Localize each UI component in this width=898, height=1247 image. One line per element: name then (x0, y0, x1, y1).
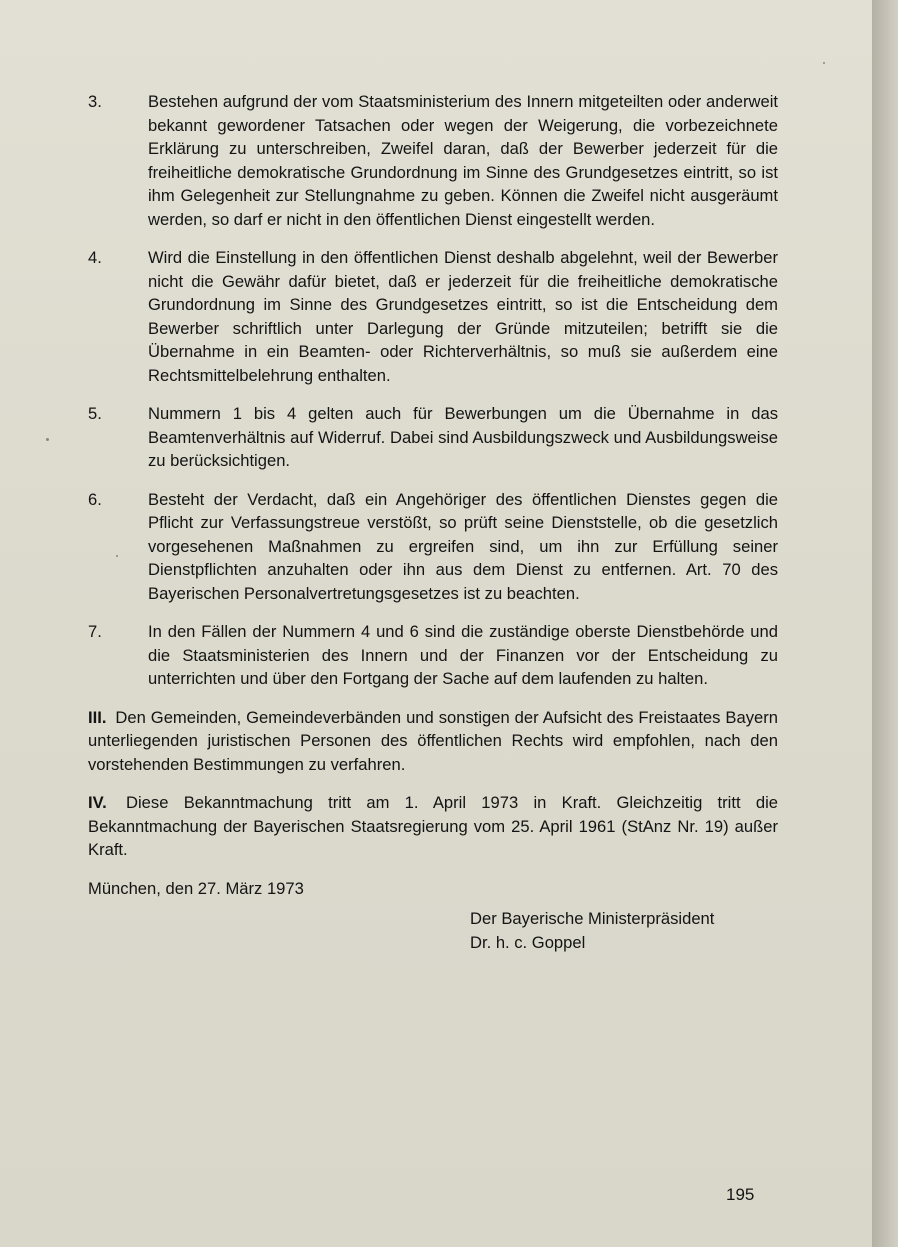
list-item-4 (88, 246, 778, 387)
document-body (88, 90, 778, 954)
signature-block (470, 907, 778, 954)
paper-speck (46, 438, 49, 441)
paper-speck (116, 555, 118, 557)
section-three (88, 706, 778, 777)
date-line: München, den 27. März 1973 (88, 878, 304, 898)
list-item-6 (88, 488, 778, 606)
item-number: 6. (88, 489, 102, 509)
paper-speck (823, 62, 825, 64)
item-text: Besteht der Verdacht, daß ein Angehöriger des öffentlichen Dienstes gegen die Pflicht zur Verfassungstreue verstößt, so prüft seine Dienststelle, ob die gesetzlich vorgesehenen Maßnahmen zu ergreifen sind, um ihn zur Erfüllung seiner Dienstpflichten anzuhalten oder ihn aus dem Dienst zu entfernen. Art. 70 des Bayerischen Personalvertretungsgesetzes ist zu beachten. (148, 489, 778, 603)
item-text: Wird die Einstellung in den öffentlichen Dienst deshalb abgelehnt, weil der Bewerber nicht die Gewähr dafür bietet, daß er jederzeit für die freiheitliche demokratische Grundordnung im Sinne des Grundgesetzes eintritt, so ist die Entscheidung dem Bewerber schriftlich unter Darlegung der Gründe mitzuteilen; betrifft sie die Übernahme in ein Beamten- oder Richterverhältnis, so muß sie außerdem eine Rechtsmittelbelehrung enthalten. (148, 248, 778, 385)
signature-name: Dr. h. c. Goppel (470, 932, 586, 952)
list-item-7 (88, 620, 778, 691)
section-text: Den Gemeinden, Gemeindeverbänden und sonstigen der Aufsicht des Freistaates Bayern unterliegenden juristischen Personen des öffentlichen Rechts wird empfohlen, nach den vorstehenden Bestimmungen zu verfahren. (88, 707, 778, 774)
item-number: 3. (88, 92, 102, 111)
section-four (88, 791, 778, 862)
section-numeral: IV. (88, 793, 107, 812)
section-text: Diese Bekanntmachung tritt am 1. April 1973 in Kraft. Gleichzeitig tritt die Bekanntmachung der Bayerischen Staatsregierung vom 25. April 1961 (StAnz Nr. 19) außer Kraft. (88, 793, 778, 859)
page-number: 195 (726, 1185, 755, 1204)
item-number: 5. (88, 404, 102, 423)
list-item-5 (88, 402, 778, 473)
page-edge (872, 0, 898, 1247)
item-text: In den Fällen der Nummern 4 und 6 sind die zuständige oberste Dienstbehörde und die Staatsministerien des Innern und der Finanzen vor der Entscheidung zu unterrichten und über den Fortgang der Sache auf dem laufenden zu halten. (148, 622, 778, 688)
item-number: 4. (88, 248, 102, 267)
section-numeral: III. (88, 707, 107, 727)
signature-title: Der Bayerische Ministerpräsident (470, 909, 715, 928)
item-number: 7. (88, 622, 102, 641)
list-item-3 (88, 90, 778, 231)
item-text: Bestehen aufgrund der vom Staatsministerium des Innern mitgeteilten oder anderweit bekannt gewordener Tatsachen oder wegen der Weigerung, die vorbezeichnete Erklärung zu unterschreiben, Zweifel daran, daß der Bewerber jederzeit für die freiheitliche demokratische Grundordnung im Sinne des Grundgesetzes eintritt, so ist ihm Gelegenheit zur Stellungnahme zu geben. Können die Zweifel nicht ausgeräumt werden, so darf er nicht in den öffentlichen Dienst eingestellt werden. (148, 92, 778, 229)
item-text: Nummern 1 bis 4 gelten auch für Bewerbungen um die Übernahme in das Beamtenverhältnis auf Widerruf. Dabei sind Ausbildungszweck und Ausbildungsweise zu berücksichtigen. (148, 404, 778, 470)
